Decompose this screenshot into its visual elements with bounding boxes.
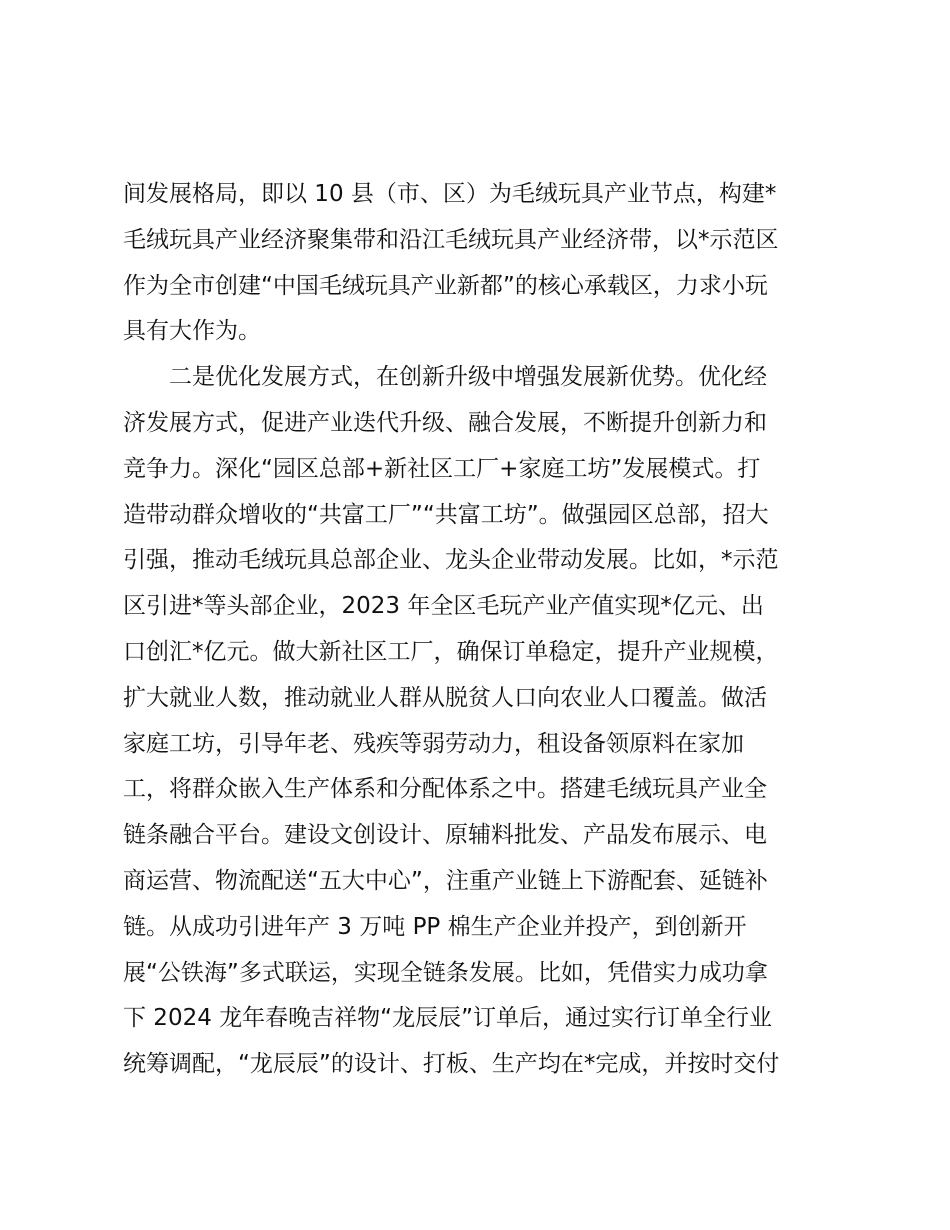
- text-line: 链条融合平台。建设文创设计、原辅料批发、产品发布展示、电: [123, 822, 767, 849]
- text-line: 下 2024 龙年春晚吉祥物“龙辰辰”订单后，通过实行订单全行业: [123, 1005, 772, 1032]
- text-line: 间发展格局，即以 10 县（市、区）为毛绒玩具产业节点，构建*: [123, 181, 777, 207]
- text-line: 链。从成功引进年产 3 万吨 PP 棉生产企业并投产，到创新开: [123, 913, 747, 940]
- text-line: 工，将群众嵌入生产体系和分配体系之中。搭建毛绒玩具产业全: [123, 776, 767, 803]
- text-line: 口创汇*亿元。做大新社区工厂，确保订单稳定，提升产业规模，: [123, 638, 779, 665]
- text-line: 具有大作为。: [123, 318, 261, 345]
- text-line: 作为全市创建“中国毛绒玩具产业新都”的核心承载区，力求小玩: [123, 272, 768, 299]
- text-line: 引强，推动毛绒玩具总部企业、龙头企业带动发展。比如，*示范: [123, 547, 779, 574]
- text-line: 二是优化发展方式，在创新升级中增强发展新优势。优化经: [169, 364, 767, 391]
- text-line: 商运营、物流配送“五大中心”，注重产业链上下游配套、延链补: [123, 867, 768, 894]
- text-line: 竞争力。深化“园区总部+新社区工厂+家庭工坊”发展模式。打: [123, 455, 761, 482]
- text-line: 扩大就业人数，推动就业人群从脱贫人口向农业人口覆盖。做活: [123, 684, 767, 711]
- text-line: 区引进*等头部企业，2023 年全区毛玩产业产值实现*亿元、出: [123, 593, 764, 620]
- text-line: 造带动群众增收的“共富工厂”“共富工坊”。做强园区总部，招大: [123, 501, 769, 528]
- body-text: [123, 172, 843, 1088]
- text-line: 展“公铁海”多式联运，实现全链条发展。比如，凭借实力成功拿: [123, 959, 768, 986]
- text-line: 济发展方式，促进产业迭代升级、融合发展，不断提升创新力和: [123, 409, 767, 436]
- text-line: 家庭工坊，引导年老、残疾等弱劳动力，租设备领原料在家加: [123, 730, 744, 757]
- text-line: 毛绒玩具产业经济聚集带和沿江毛绒玩具产业经济带，以*示范区: [123, 226, 779, 253]
- text-line: 统筹调配，“龙辰辰”的设计、打板、生产均在*完成，并按时交付: [123, 1051, 780, 1078]
